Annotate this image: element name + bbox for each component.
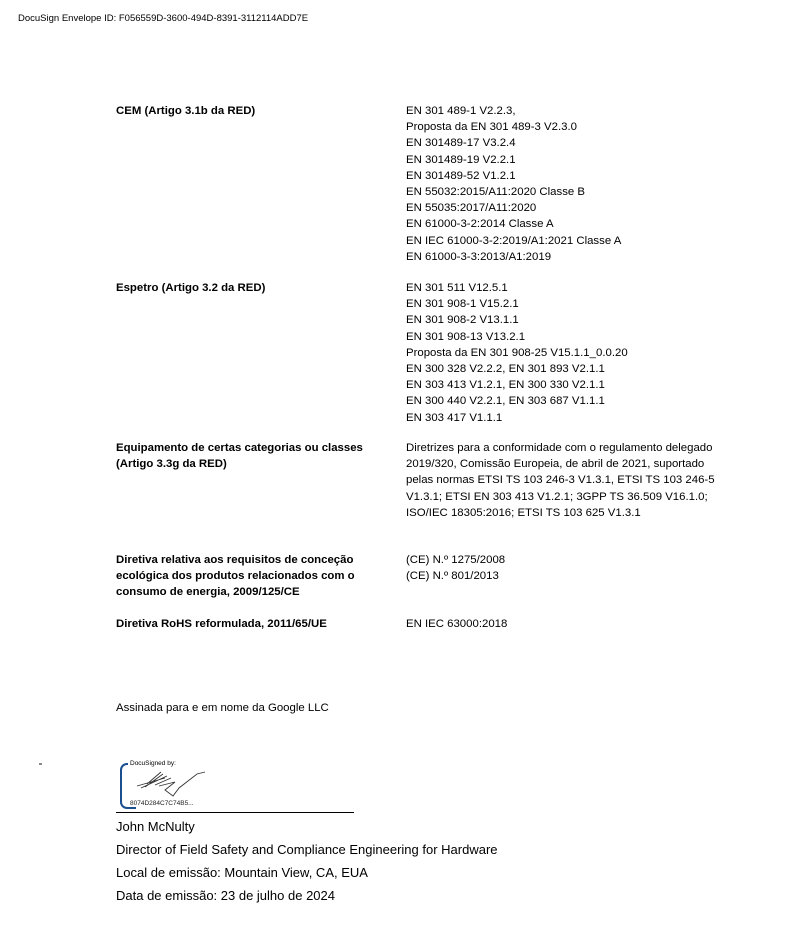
stray-mark — [39, 763, 42, 765]
docusigned-label: DocuSigned by: — [130, 760, 176, 767]
section-label: Equipamento de certas categorias ou classes (Artigo 3.3g da RED) — [116, 442, 363, 471]
standard-item: EN 301 511 V12.5.1 — [406, 282, 508, 294]
standard-item: EN 303 413 V1.2.1, EN 300 330 V2.1.1 — [406, 379, 605, 392]
section-values — [406, 280, 736, 426]
section-label: Espetro (Artigo 3.2 da RED) — [116, 282, 266, 294]
standard-item: EN 61000-3-2:2014 Classe A — [406, 218, 554, 231]
standard-item: EN 61000-3-3:2013/A1:2019 — [406, 250, 552, 263]
standard-item: EN 300 328 V2.2.2, EN 301 893 V2.1.1 — [406, 363, 605, 376]
standard-item: EN 301 908-13 V13.2.1 — [406, 330, 526, 343]
standard-item: Proposta da EN 301 489-3 V2.3.0 — [406, 121, 577, 134]
standard-item: EN 301489-52 V1.2.1 — [406, 169, 516, 182]
standard-item: EN 301489-17 V3.2.4 — [406, 137, 516, 150]
section-values — [406, 440, 724, 521]
standard-item: EN 301489-19 V2.2.1 — [406, 153, 516, 166]
standard-item: EN 301 908-2 V13.1.1 — [406, 314, 519, 327]
issue-place: Local de emissão: Mountain View, CA, EUA — [116, 865, 368, 880]
section-values — [406, 103, 736, 265]
signature-line — [116, 812, 354, 813]
standard-item: EN IEC 63000:2018 — [406, 618, 508, 630]
envelope-id: DocuSign Envelope ID: F056559D-3600-494D-8391-3112114ADD7E — [18, 13, 309, 24]
signature-hash: 8074D284C7C74B5... — [130, 800, 194, 807]
standard-item: EN IEC 61000-3-2:2019/A1:2021 Classe A — [406, 234, 622, 247]
standard-item: EN 301 908-1 V15.2.1 — [406, 298, 519, 311]
section-label: Diretiva relativa aos requisitos de conceção ecológica dos produtos relacionados com o consumo de energia, 2009/125/CE — [116, 554, 355, 599]
standard-item: EN 300 440 V2.2.1, EN 303 687 V1.1.1 — [406, 395, 605, 408]
standard-item: (CE) N.º 801/2013 — [406, 570, 499, 583]
standard-item: EN 301 489-1 V2.2.3, — [406, 105, 516, 117]
issue-date: Data de emissão: 23 de julho de 2024 — [116, 888, 335, 903]
standard-item: Proposta da EN 301 908-25 V15.1.1_0.0.20 — [406, 346, 628, 359]
section-label: CEM (Artigo 3.1b da RED) — [116, 105, 256, 117]
signatory-block — [116, 815, 498, 907]
signed-on-behalf: Assinada para e em nome da Google LLC — [116, 702, 329, 714]
signatory-title: Director of Field Safety and Compliance Engineering for Hardware — [116, 842, 498, 857]
section-label: Diretiva RoHS reformulada, 2011/65/UE — [116, 618, 327, 630]
handwritten-signature — [135, 768, 210, 798]
section-values — [406, 616, 736, 632]
section-values — [406, 552, 736, 584]
signatory-name: John McNulty — [116, 819, 195, 834]
standard-item: EN 55032:2015/A11:2020 Classe B — [406, 186, 586, 199]
standard-item: EN 303 417 V1.1.1 — [406, 411, 503, 424]
standard-item: (CE) N.º 1275/2008 — [406, 554, 506, 566]
standard-paragraph: Diretrizes para a conformidade com o regulamento delegado 2019/320, Comissão Europeia, de abril de 2021, suportado pelas normas ETSI TS 103 246-3 V1.3.1, ETSI TS 103 246-5 V1.3.1; ETSI EN 303 413 V1.2.1; 3GPP TS 36.509 V16.1.0; ISO/IEC 18305:2016; ETSI TS 103 625 V1.3.1 — [406, 442, 715, 519]
standard-item: EN 55035:2017/A11:2020 — [406, 202, 537, 215]
